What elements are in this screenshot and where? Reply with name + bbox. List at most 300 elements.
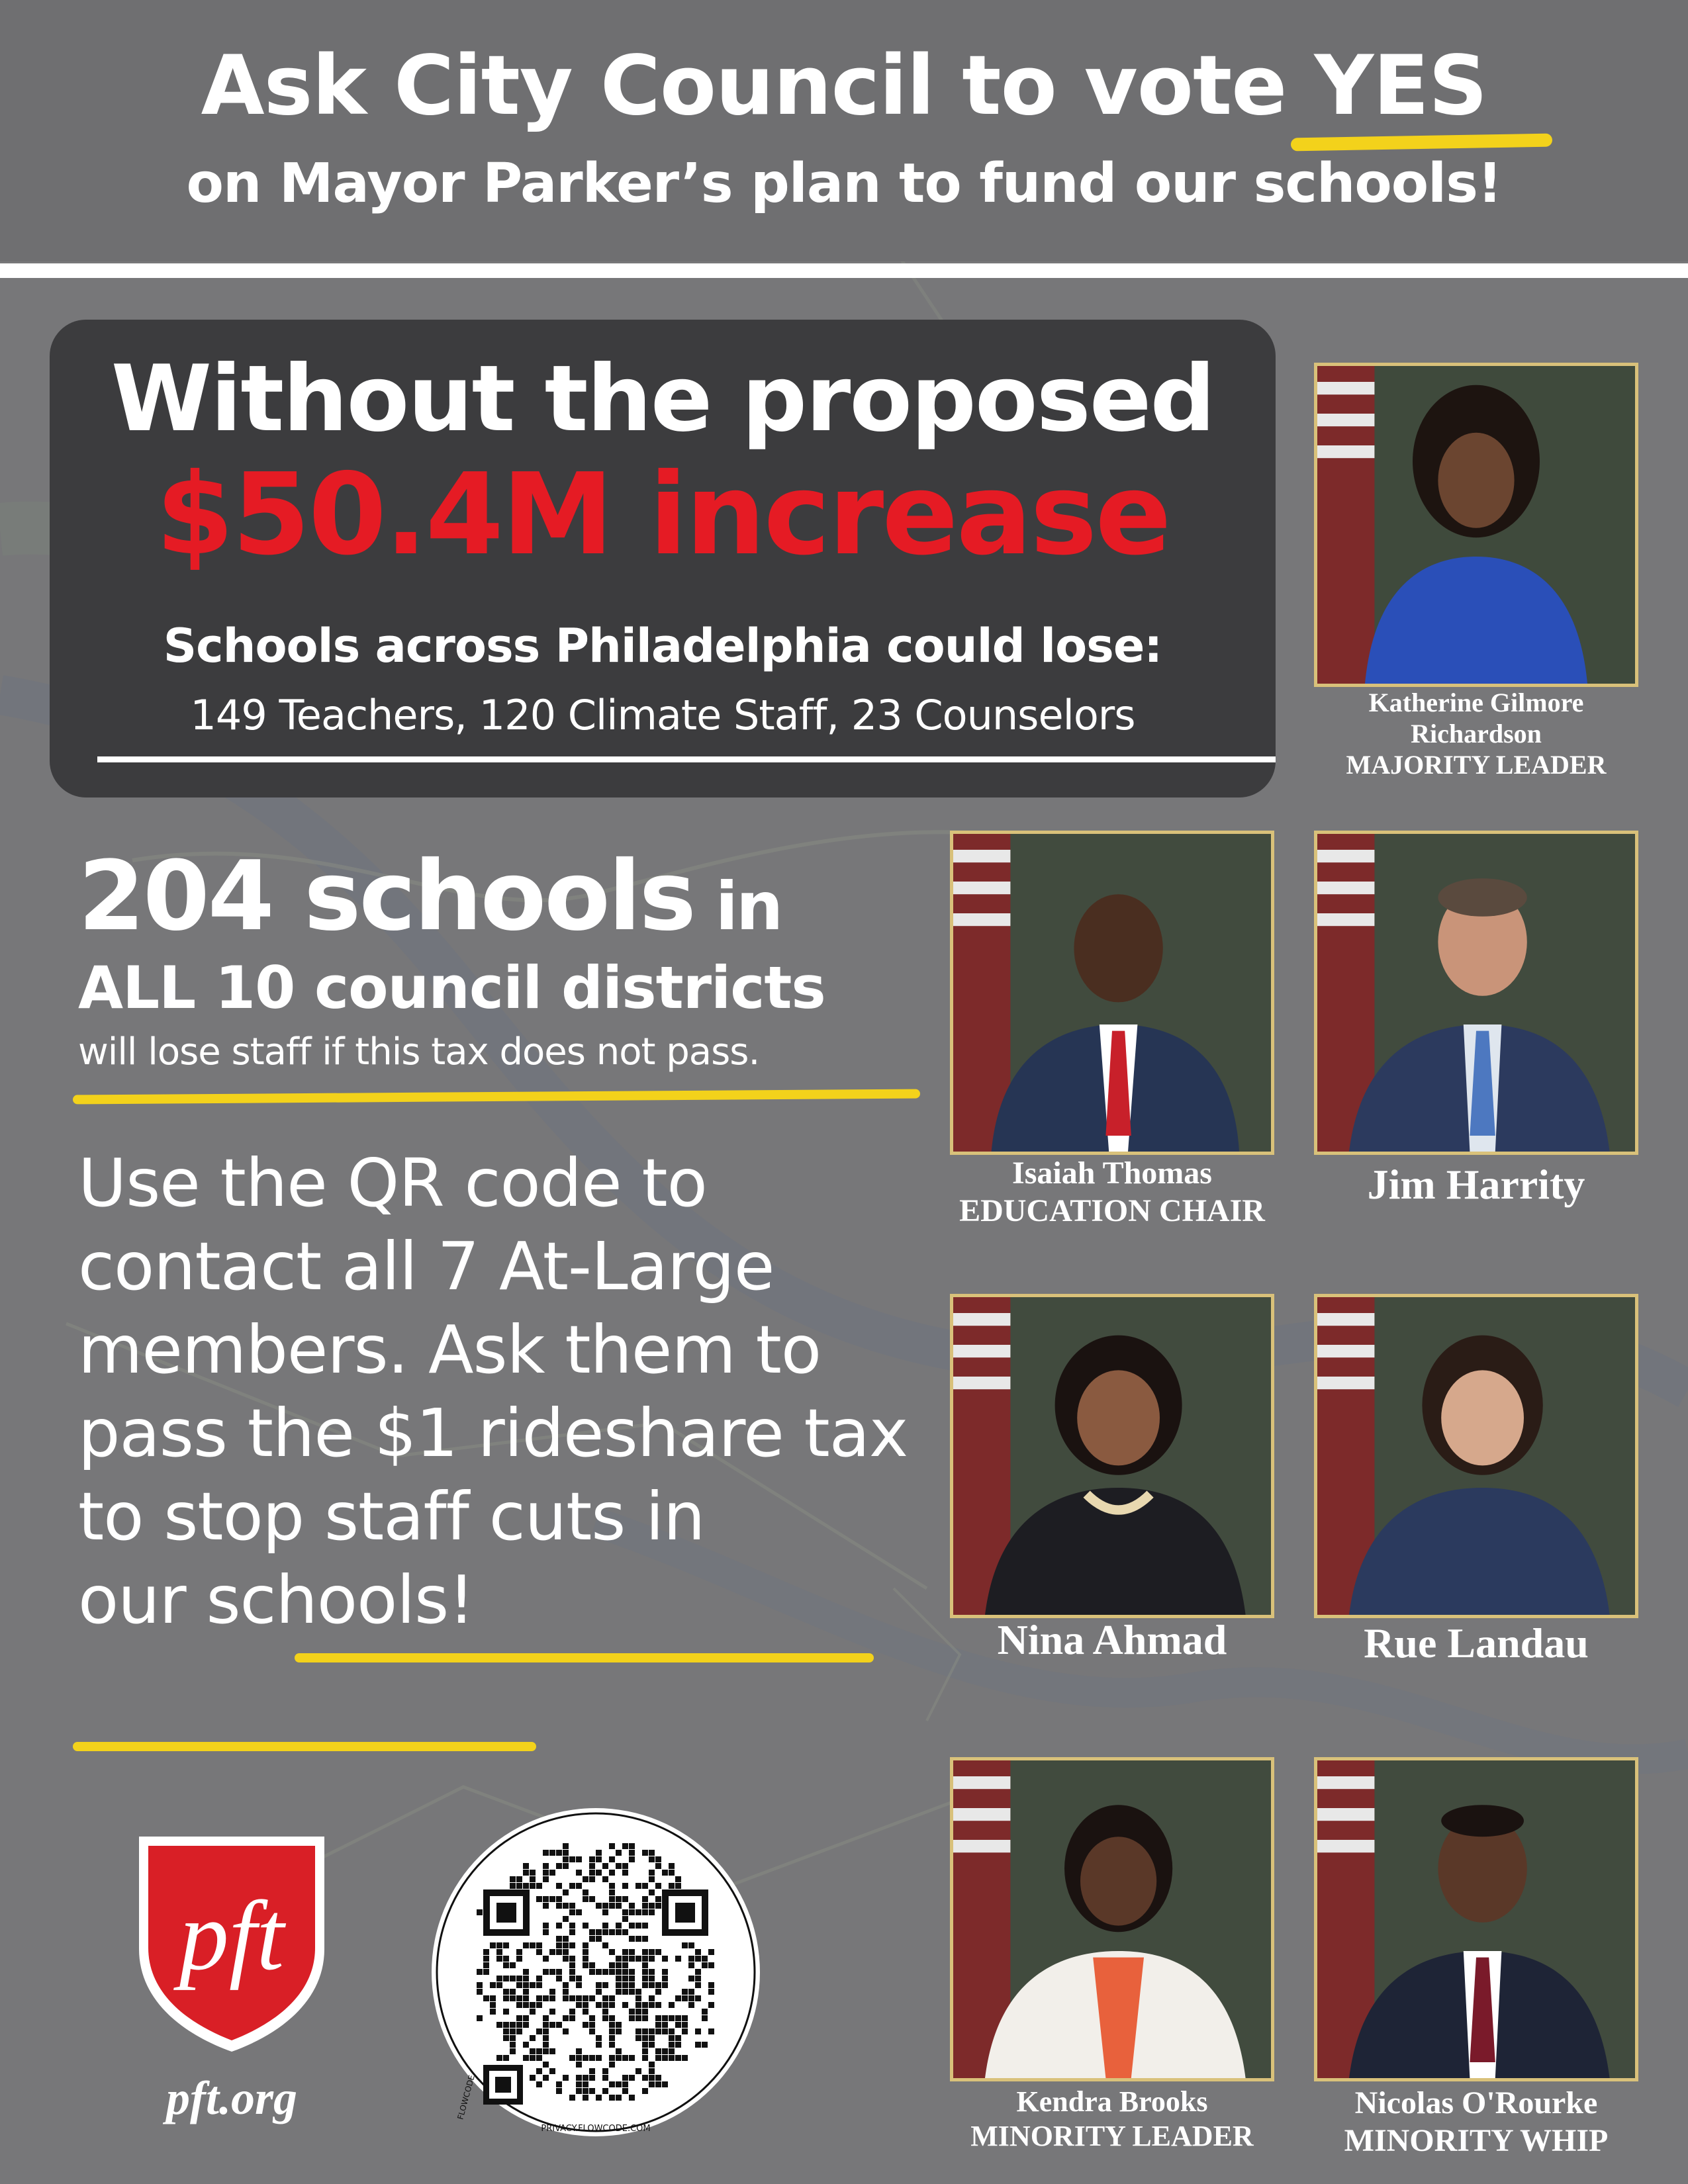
qr-module	[576, 2081, 582, 2087]
qr-module	[569, 2009, 575, 2015]
callout-subtitle: Schools across Philadelphia could lose:	[163, 619, 1162, 673]
member-name: Jim Harrity	[1367, 1161, 1585, 1208]
portrait-icon	[953, 1297, 1271, 1615]
qr-module	[695, 1956, 701, 1962]
qr-module	[642, 2042, 648, 2048]
qr-module	[496, 1942, 502, 1948]
qr-module	[569, 2095, 575, 2101]
qr-module	[543, 2015, 549, 2021]
qr-module	[649, 1876, 655, 1882]
qr-module	[523, 1976, 529, 1981]
qr-module	[596, 2095, 602, 2101]
qr-module	[530, 2055, 536, 2061]
qr-module	[556, 1949, 562, 1955]
callout-losses: 149 Teachers, 120 Climate Staff, 23 Counselors	[190, 691, 1135, 739]
qr-module	[523, 1995, 529, 2001]
qr-module	[543, 1969, 549, 1975]
qr-module	[616, 2081, 622, 2087]
qr-module	[642, 2002, 648, 2008]
qr-module	[609, 1929, 615, 1935]
qr-module	[695, 1976, 701, 1981]
qr-module	[675, 2042, 681, 2048]
qr-module	[688, 1962, 694, 1968]
qr-module	[596, 2002, 602, 2008]
qr-module	[543, 1863, 549, 1869]
qr-module	[622, 1982, 628, 1988]
qr-module	[563, 1982, 569, 1988]
caption-rue-landau	[1307, 1618, 1645, 1668]
qr-module	[496, 2022, 502, 2028]
qr-module	[642, 1903, 648, 1909]
qr-module	[583, 2081, 588, 2087]
qr-module	[649, 1995, 655, 2001]
member-title: MINORITY WHIP	[1344, 2122, 1609, 2158]
qr-module	[602, 2068, 608, 2074]
qr-module	[649, 1956, 655, 1962]
qr-module	[622, 2075, 628, 2081]
qr-module	[510, 2028, 516, 2034]
qr-module	[549, 1949, 555, 1955]
qr-module	[589, 1863, 595, 1869]
qr-module	[609, 2022, 615, 2028]
qr-module	[569, 1856, 575, 1862]
qr-module	[662, 1870, 668, 1876]
qr-module	[556, 1896, 562, 1902]
qr-module	[629, 1949, 635, 1955]
qr-module	[543, 1896, 549, 1902]
qr-module	[629, 1976, 635, 1981]
qr-module	[682, 1995, 688, 2001]
qr-module	[536, 1995, 542, 2001]
qr-module	[589, 1995, 595, 2001]
qr-module	[523, 1982, 529, 1988]
qr-module	[490, 1942, 496, 1948]
qr-module	[675, 1883, 681, 1889]
qr-module	[516, 2028, 522, 2034]
qr-module	[510, 2035, 516, 2041]
qr-module	[688, 2002, 694, 2008]
qr-module	[510, 1876, 516, 1882]
qr-module	[622, 1883, 628, 1889]
member-title: EDUCATION CHAIR	[959, 1193, 1265, 1228]
qr-module	[702, 1956, 708, 1962]
qr-module	[503, 1956, 509, 1962]
qr-module	[549, 2022, 555, 2028]
qr-module	[516, 1883, 522, 1889]
qr-module	[662, 1982, 668, 1988]
qr-module	[583, 2088, 588, 2094]
qr-module	[642, 2055, 648, 2061]
qr-module	[629, 1850, 635, 1856]
qr-module	[569, 1956, 575, 1962]
qr-module	[543, 2062, 549, 2068]
qr-module	[642, 2015, 648, 2021]
qr-module	[583, 1889, 588, 1895]
portrait-icon	[1317, 834, 1635, 1152]
qr-module	[583, 1949, 588, 1955]
qr-module	[483, 1956, 489, 1962]
qr-module	[596, 2042, 602, 2048]
qr-module	[688, 1976, 694, 1981]
qr-module	[543, 1923, 549, 1929]
caption-nina-ahmad	[930, 1615, 1294, 1665]
highlight-underline-1	[295, 1653, 874, 1662]
member-photo-isaiah-thomas	[950, 831, 1274, 1155]
qr-module	[523, 2055, 529, 2061]
caption-nicolas-orourke	[1307, 2085, 1645, 2160]
qr-module	[642, 1956, 648, 1962]
qr-module	[602, 1982, 608, 1988]
qr-module	[549, 1969, 555, 1975]
qr-module	[669, 2028, 675, 2034]
qr-module	[556, 1903, 562, 1909]
qr-module	[543, 2042, 549, 2048]
header-banner	[0, 0, 1688, 261]
qr-module	[496, 1982, 502, 1988]
qr-module	[589, 1870, 595, 1876]
qr-module	[556, 1942, 562, 1948]
qr-module	[496, 1949, 502, 1955]
qr-module	[649, 1976, 655, 1981]
qr-module	[583, 1995, 588, 2001]
qr-module	[629, 1969, 635, 1975]
qr-module	[609, 2081, 615, 2087]
qr-module	[510, 1962, 516, 1968]
qr-module	[662, 2028, 668, 2034]
qr-module	[576, 1909, 582, 1915]
qr-module	[602, 1929, 608, 1935]
member-name: Nicolas O'Rourke	[1354, 2085, 1598, 2120]
qr-module	[655, 2028, 661, 2034]
qr-module	[655, 2022, 661, 2028]
qr-module	[649, 2002, 655, 2008]
qr-module	[609, 1969, 615, 1975]
qr-module	[622, 1863, 628, 1869]
qr-module	[642, 1982, 648, 1988]
qr-code[interactable]	[430, 1807, 761, 2138]
qr-module	[622, 2088, 628, 2094]
qr-module	[669, 2055, 675, 2061]
qr-module	[563, 1995, 569, 2001]
qr-module	[649, 2042, 655, 2048]
qr-module	[622, 1916, 628, 1922]
qr-module	[483, 1962, 489, 1968]
qr-module	[655, 1896, 661, 1902]
qr-module	[642, 1883, 648, 1889]
yes-underline	[1291, 134, 1552, 152]
qr-module	[576, 1856, 582, 1862]
qr-module	[649, 2062, 655, 2068]
qr-module	[708, 1962, 714, 1968]
qr-module	[602, 2002, 608, 2008]
qr-module	[602, 1923, 608, 1929]
schools-count	[78, 841, 781, 963]
qr-module	[583, 1956, 588, 1962]
qr-module	[589, 2088, 595, 2094]
qr-module	[708, 1982, 714, 1988]
member-name: Katherine Gilmore Richardson	[1368, 688, 1584, 749]
qr-module	[536, 1942, 542, 1948]
qr-module	[483, 1949, 489, 1955]
qr-module	[642, 2035, 648, 2041]
qr-module	[655, 2075, 661, 2081]
qr-module	[543, 2075, 549, 2081]
qr-module	[655, 2081, 661, 2087]
qr-module	[629, 1843, 635, 1849]
qr-module	[523, 1989, 529, 1995]
qr-module	[609, 1995, 615, 2001]
qr-module	[543, 2035, 549, 2041]
qr-module	[576, 2075, 582, 2081]
qr-module	[477, 1969, 483, 1975]
qr-module	[549, 2068, 555, 2074]
qr-module	[503, 2022, 509, 2028]
qr-module	[629, 1936, 635, 1942]
qr-module	[622, 1870, 628, 1876]
caption-gilmore-richardson	[1307, 687, 1645, 781]
qr-module	[675, 2015, 681, 2021]
qr-module	[563, 1850, 569, 1856]
qr-module	[642, 2048, 648, 2054]
header-title-prefix: Ask City Council to vote	[201, 38, 1315, 134]
qr-module	[563, 2028, 569, 2034]
member-name: Kendra Brooks	[1016, 2085, 1208, 2118]
qr-module	[682, 2055, 688, 2061]
member-photo-kendra-brooks	[950, 1757, 1274, 2081]
qr-module	[563, 2075, 569, 2081]
qr-module	[596, 1856, 602, 1862]
qr-module	[642, 2009, 648, 2015]
member-title: MINORITY LEADER	[970, 2119, 1254, 2152]
qr-module	[609, 1856, 615, 1862]
qr-module	[662, 2015, 668, 2021]
qr-module	[609, 1870, 615, 1876]
qr-module	[602, 2088, 608, 2094]
qr-module	[516, 1995, 522, 2001]
qr-module	[622, 2055, 628, 2061]
qr-module	[675, 1995, 681, 2001]
qr-module	[602, 1909, 608, 1915]
portrait-icon	[953, 834, 1271, 1152]
qr-module	[536, 2081, 542, 2087]
qr-module	[569, 1929, 575, 1935]
qr-module	[642, 1923, 648, 1929]
qr-module	[629, 1903, 635, 1909]
qr-module	[536, 2028, 542, 2034]
qr-module	[642, 2088, 648, 2094]
qr-module	[649, 2081, 655, 2087]
qr-module	[556, 1936, 562, 1942]
qr-module	[635, 2009, 641, 2015]
qr-module	[503, 1989, 509, 1995]
qr-module	[516, 2015, 522, 2021]
qr-module	[602, 2009, 608, 2015]
qr-module	[682, 2015, 688, 2021]
qr-module	[655, 2015, 661, 2021]
qr-module	[675, 1876, 681, 1882]
qr-module	[635, 1923, 641, 1929]
qr-module	[510, 1976, 516, 1981]
qr-module	[589, 2055, 595, 2061]
qr-module	[583, 2075, 588, 2081]
qr-module	[708, 2028, 714, 2034]
qr-module	[516, 1876, 522, 1882]
qr-module	[576, 1982, 582, 1988]
qr-module	[543, 2028, 549, 2034]
qr-module	[536, 2002, 542, 2008]
qr-module	[549, 2009, 555, 2015]
qr-module	[635, 2035, 641, 2041]
qr-module	[516, 2022, 522, 2028]
qr-module	[523, 2015, 529, 2021]
qr-module	[622, 1843, 628, 1849]
qr-module	[496, 1956, 502, 1962]
qr-message	[78, 1142, 932, 1642]
qr-module	[516, 1949, 522, 1955]
qr-module	[569, 2055, 575, 2061]
qr-module	[569, 2015, 575, 2021]
qr-module	[596, 1969, 602, 1975]
qr-module	[682, 2022, 688, 2028]
qr-module	[523, 2042, 529, 2048]
qr-module	[708, 1949, 714, 1955]
qr-module	[563, 1989, 569, 1995]
qr-module	[576, 2062, 582, 2068]
qr-module	[642, 2028, 648, 2034]
qr-module	[662, 2055, 668, 2061]
qr-module	[629, 2095, 635, 2101]
qr-module	[609, 2002, 615, 2008]
qr-module	[583, 1942, 588, 1948]
qr-module	[523, 2002, 529, 2008]
qr-module	[695, 1949, 701, 1955]
schools-count-in: in	[694, 868, 782, 945]
qr-module	[602, 2075, 608, 2081]
qr-module	[596, 1989, 602, 1995]
qr-module	[589, 1929, 595, 1935]
qr-module	[635, 2068, 641, 2074]
qr-module	[556, 1863, 562, 1869]
qr-module	[635, 1909, 641, 1915]
qr-module	[536, 2055, 542, 2061]
qr-module	[563, 1843, 569, 1849]
member-photo-gilmore-richardson	[1314, 363, 1638, 687]
qr-module	[569, 1883, 575, 1889]
qr-module	[583, 1876, 588, 1882]
qr-module	[589, 1936, 595, 1942]
qr-module	[583, 1896, 588, 1902]
qr-module	[483, 1995, 489, 2001]
qr-module	[576, 2055, 582, 2061]
qr-module	[576, 2048, 582, 2054]
qr-module	[543, 1956, 549, 1962]
qr-module	[549, 1896, 555, 1902]
qr-module	[530, 2035, 536, 2041]
qr-module	[549, 1870, 555, 1876]
qr-message-highlight-1: stop staff cuts in	[164, 1478, 705, 1555]
portrait-icon	[1317, 1760, 1635, 2078]
qr-module	[662, 2081, 668, 2087]
qr-module	[503, 1962, 509, 1968]
qr-module	[669, 1863, 675, 1869]
qr-module	[556, 1923, 562, 1929]
qr-module	[616, 1969, 622, 1975]
qr-module	[642, 1949, 648, 1955]
qr-module	[563, 1903, 569, 1909]
qr-module	[543, 1903, 549, 1909]
qr-module	[642, 1896, 648, 1902]
qr-module	[629, 2015, 635, 2021]
qr-module	[523, 1969, 529, 1975]
qr-module	[635, 2015, 641, 2021]
qr-module	[589, 1969, 595, 1975]
qr-module	[616, 1903, 622, 1909]
member-photo-jim-harrity	[1314, 831, 1638, 1155]
qr-module	[655, 1903, 661, 1909]
qr-module	[669, 2035, 675, 2041]
qr-module	[503, 1976, 509, 1981]
qr-module	[622, 2002, 628, 2008]
qr-module	[616, 2095, 622, 2101]
qr-module	[649, 2028, 655, 2034]
qr-module	[616, 2028, 622, 2034]
qr-module	[503, 1995, 509, 2001]
qr-module	[695, 1982, 701, 1988]
qr-module	[596, 2055, 602, 2061]
qr-message-highlight-2: our schools	[78, 1561, 449, 1639]
qr-module	[662, 2022, 668, 2028]
qr-module	[477, 1909, 483, 1915]
qr-module	[629, 1923, 635, 1929]
portrait-icon	[1317, 1297, 1635, 1615]
qr-module	[490, 2002, 496, 2008]
qr-module	[635, 1936, 641, 1942]
qr-module	[635, 2002, 641, 2008]
qr-module	[622, 1909, 628, 1915]
qr-module	[616, 1850, 622, 1856]
qr-module	[583, 2095, 588, 2101]
qr-module	[702, 2042, 708, 2048]
qr-module	[642, 1962, 648, 1968]
qr-module	[536, 2068, 542, 2074]
qr-module	[675, 1956, 681, 1962]
qr-module	[635, 2028, 641, 2034]
qr-module	[602, 1903, 608, 1909]
schools-districts: ALL 10 council districts	[78, 954, 825, 1022]
qr-module	[589, 2022, 595, 2028]
qr-module	[649, 1909, 655, 1915]
qr-module	[530, 2048, 536, 2054]
qr-module	[655, 2055, 661, 2061]
pft-url[interactable]: pft.org	[166, 2071, 297, 2124]
qr-module	[516, 2002, 522, 2008]
qr-module	[576, 1976, 582, 1981]
qr-module	[669, 2048, 675, 2054]
qr-module	[616, 1923, 622, 1929]
callout-amount: $50.4M increase	[156, 449, 1170, 580]
qr-module	[622, 2081, 628, 2087]
qr-module	[516, 1956, 522, 1962]
qr-module	[635, 1989, 641, 1995]
member-title: MAJORITY LEADER	[1346, 750, 1607, 780]
qr-module	[662, 1956, 668, 1962]
qr-module	[609, 2035, 615, 2041]
qr-module	[675, 2035, 681, 2041]
header-title	[0, 36, 1688, 136]
header-subtitle: on Mayor Parker’s plan to fund our schools!	[186, 152, 1502, 215]
qr-module	[490, 1982, 496, 1988]
qr-module	[642, 1976, 648, 1981]
